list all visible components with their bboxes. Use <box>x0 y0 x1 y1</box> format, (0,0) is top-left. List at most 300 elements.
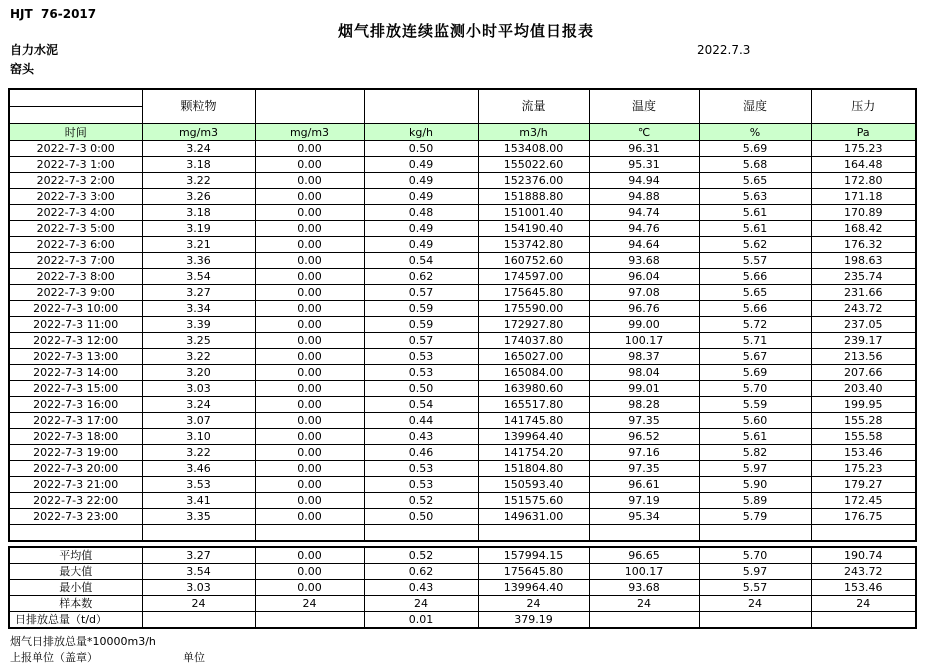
summary-value-cell <box>255 612 364 629</box>
value-cell: 174597.00 <box>478 269 589 285</box>
value-cell: 3.18 <box>142 205 255 221</box>
value-cell: 163980.60 <box>478 381 589 397</box>
value-cell: 5.68 <box>699 157 811 173</box>
value-cell: 0.00 <box>255 269 364 285</box>
table-row <box>9 509 916 525</box>
summary-value-cell: 190.74 <box>811 547 916 564</box>
summary-value-cell: 379.19 <box>478 612 589 629</box>
value-cell: 172927.80 <box>478 317 589 333</box>
value-cell: 5.97 <box>699 461 811 477</box>
summary-label: 平均值 <box>9 547 142 564</box>
summary-value-cell: 0.00 <box>255 564 364 580</box>
table-row <box>9 157 916 173</box>
value-cell: 149631.00 <box>478 509 589 525</box>
table-row <box>9 381 916 397</box>
value-cell: 150593.40 <box>478 477 589 493</box>
summary-row <box>9 612 916 629</box>
value-cell: 0.00 <box>255 509 364 525</box>
table-row <box>9 493 916 509</box>
summary-value-cell: 0.52 <box>364 547 478 564</box>
value-cell: 0.50 <box>364 141 478 157</box>
value-cell: 5.69 <box>699 141 811 157</box>
value-cell: 97.19 <box>589 493 699 509</box>
time-cell: 2022-7-3 7:00 <box>9 253 142 269</box>
value-cell: 175645.80 <box>478 285 589 301</box>
value-cell: 3.35 <box>142 509 255 525</box>
value-cell: 0.53 <box>364 349 478 365</box>
time-cell: 2022-7-3 20:00 <box>9 461 142 477</box>
value-cell: 5.71 <box>699 333 811 349</box>
value-cell: 96.31 <box>589 141 699 157</box>
value-cell: 0.00 <box>255 413 364 429</box>
value-cell: 0.00 <box>255 237 364 253</box>
value-cell: 3.24 <box>142 397 255 413</box>
value-cell: 0.59 <box>364 301 478 317</box>
value-cell: 0.54 <box>364 397 478 413</box>
value-cell: 0.53 <box>364 461 478 477</box>
time-cell: 2022-7-3 22:00 <box>9 493 142 509</box>
time-cell: 2022-7-3 14:00 <box>9 365 142 381</box>
value-cell: 5.65 <box>699 173 811 189</box>
time-cell: 2022-7-3 15:00 <box>9 381 142 397</box>
summary-value-cell: 0.00 <box>255 547 364 564</box>
standard-code: HJT 76-2017 <box>10 7 97 21</box>
summary-value-cell: 175645.80 <box>478 564 589 580</box>
summary-value-cell: 157994.15 <box>478 547 589 564</box>
value-cell: 207.66 <box>811 365 916 381</box>
value-cell: 3.34 <box>142 301 255 317</box>
value-cell: 3.26 <box>142 189 255 205</box>
group-header-temperature: 温度 <box>589 89 699 124</box>
value-cell: 231.66 <box>811 285 916 301</box>
value-cell: 164.48 <box>811 157 916 173</box>
value-cell: 175590.00 <box>478 301 589 317</box>
unit-blank-mgm3: mg/m3 <box>255 124 364 141</box>
value-cell: 172.80 <box>811 173 916 189</box>
value-cell: 5.72 <box>699 317 811 333</box>
value-cell: 5.67 <box>699 349 811 365</box>
table-row <box>9 477 916 493</box>
time-cell: 2022-7-3 19:00 <box>9 445 142 461</box>
table-row <box>9 413 916 429</box>
value-cell: 94.94 <box>589 173 699 189</box>
group-header-flow: 流量 <box>478 89 589 124</box>
value-cell: 5.59 <box>699 397 811 413</box>
value-cell: 5.79 <box>699 509 811 525</box>
time-cell: 2022-7-3 8:00 <box>9 269 142 285</box>
value-cell: 0.59 <box>364 317 478 333</box>
summary-row <box>9 580 916 596</box>
value-cell: 0.00 <box>255 445 364 461</box>
value-cell: 3.25 <box>142 333 255 349</box>
flow-total-note: 烟气日排放总量*10000m3/h <box>10 635 156 648</box>
value-cell: 237.05 <box>811 317 916 333</box>
time-cell: 2022-7-3 2:00 <box>9 173 142 189</box>
value-cell: 5.66 <box>699 269 811 285</box>
summary-value-cell: 100.17 <box>589 564 699 580</box>
unit-header-row <box>9 124 916 141</box>
spacer-cell <box>9 525 142 542</box>
time-cell: 2022-7-3 9:00 <box>9 285 142 301</box>
summary-value-cell: 24 <box>811 596 916 612</box>
time-cell: 2022-7-3 13:00 <box>9 349 142 365</box>
value-cell: 97.35 <box>589 413 699 429</box>
value-cell: 98.37 <box>589 349 699 365</box>
value-cell: 165517.80 <box>478 397 589 413</box>
value-cell: 154190.40 <box>478 221 589 237</box>
value-cell: 3.22 <box>142 445 255 461</box>
table-row <box>9 173 916 189</box>
summary-value-cell: 24 <box>478 596 589 612</box>
table-row <box>9 189 916 205</box>
group-header-pressure: 压力 <box>811 89 916 124</box>
value-cell: 94.76 <box>589 221 699 237</box>
unit-kgh: kg/h <box>364 124 478 141</box>
value-cell: 199.95 <box>811 397 916 413</box>
value-cell: 3.39 <box>142 317 255 333</box>
value-cell: 96.04 <box>589 269 699 285</box>
time-cell: 2022-7-3 3:00 <box>9 189 142 205</box>
value-cell: 0.49 <box>364 157 478 173</box>
value-cell: 0.46 <box>364 445 478 461</box>
table-row <box>9 221 916 237</box>
value-cell: 98.04 <box>589 365 699 381</box>
value-cell: 0.50 <box>364 381 478 397</box>
value-cell: 97.16 <box>589 445 699 461</box>
spacer-cell <box>255 525 364 542</box>
value-cell: 179.27 <box>811 477 916 493</box>
value-cell: 151001.40 <box>478 205 589 221</box>
data-rows <box>9 141 916 525</box>
value-cell: 170.89 <box>811 205 916 221</box>
value-cell: 3.19 <box>142 221 255 237</box>
company-name: 自力水泥 <box>10 43 59 57</box>
unit-temp-c: ℃ <box>589 124 699 141</box>
value-cell: 0.52 <box>364 493 478 509</box>
value-cell: 0.00 <box>255 157 364 173</box>
header-blank-top <box>9 89 142 107</box>
spacer-cell <box>589 525 699 542</box>
value-cell: 93.68 <box>589 253 699 269</box>
summary-value-cell: 3.27 <box>142 547 255 564</box>
value-cell: 3.10 <box>142 429 255 445</box>
table-row <box>9 285 916 301</box>
value-cell: 152376.00 <box>478 173 589 189</box>
value-cell: 5.66 <box>699 301 811 317</box>
unit-humidity-pct: % <box>699 124 811 141</box>
value-cell: 97.08 <box>589 285 699 301</box>
group-header-blank-2 <box>364 89 478 124</box>
value-cell: 3.18 <box>142 157 255 173</box>
value-cell: 3.27 <box>142 285 255 301</box>
value-cell: 151575.60 <box>478 493 589 509</box>
value-cell: 5.65 <box>699 285 811 301</box>
value-cell: 5.90 <box>699 477 811 493</box>
summary-value-cell: 24 <box>142 596 255 612</box>
summary-value-cell: 24 <box>699 596 811 612</box>
value-cell: 5.60 <box>699 413 811 429</box>
value-cell: 0.50 <box>364 509 478 525</box>
summary-value-cell: 24 <box>589 596 699 612</box>
value-cell: 3.53 <box>142 477 255 493</box>
time-cell: 2022-7-3 0:00 <box>9 141 142 157</box>
summary-row <box>9 564 916 580</box>
group-header-blank-1 <box>255 89 364 124</box>
table-row <box>9 141 916 157</box>
value-cell: 155022.60 <box>478 157 589 173</box>
summary-label: 最小值 <box>9 580 142 596</box>
value-cell: 96.76 <box>589 301 699 317</box>
summary-label: 最大值 <box>9 564 142 580</box>
value-cell: 171.18 <box>811 189 916 205</box>
value-cell: 5.69 <box>699 365 811 381</box>
value-cell: 0.00 <box>255 141 364 157</box>
summary-row <box>9 596 916 612</box>
table-row <box>9 429 916 445</box>
value-cell: 0.49 <box>364 189 478 205</box>
table-row <box>9 269 916 285</box>
value-cell: 0.00 <box>255 317 364 333</box>
table-row <box>9 333 916 349</box>
table-row <box>9 349 916 365</box>
value-cell: 0.53 <box>364 365 478 381</box>
value-cell: 0.00 <box>255 429 364 445</box>
value-cell: 95.34 <box>589 509 699 525</box>
value-cell: 155.58 <box>811 429 916 445</box>
value-cell: 175.23 <box>811 461 916 477</box>
value-cell: 0.00 <box>255 301 364 317</box>
value-cell: 3.22 <box>142 349 255 365</box>
summary-value-cell: 0.00 <box>255 580 364 596</box>
header-blank-bottom <box>9 107 142 124</box>
summary-value-cell <box>699 612 811 629</box>
summary-value-cell: 153.46 <box>811 580 916 596</box>
table-row <box>9 301 916 317</box>
value-cell: 5.63 <box>699 189 811 205</box>
value-cell: 94.88 <box>589 189 699 205</box>
time-cell: 2022-7-3 12:00 <box>9 333 142 349</box>
value-cell: 153742.80 <box>478 237 589 253</box>
value-cell: 0.00 <box>255 205 364 221</box>
table-row <box>9 205 916 221</box>
value-cell: 0.43 <box>364 429 478 445</box>
table-row <box>9 365 916 381</box>
monitoring-point: 窑头 <box>10 62 35 76</box>
summary-value-cell: 0.62 <box>364 564 478 580</box>
value-cell: 0.00 <box>255 461 364 477</box>
value-cell: 155.28 <box>811 413 916 429</box>
value-cell: 3.36 <box>142 253 255 269</box>
value-cell: 0.54 <box>364 253 478 269</box>
value-cell: 97.35 <box>589 461 699 477</box>
spacer-row <box>9 525 916 542</box>
value-cell: 160752.60 <box>478 253 589 269</box>
summary-value-cell <box>142 612 255 629</box>
value-cell: 98.28 <box>589 397 699 413</box>
value-cell: 0.00 <box>255 365 364 381</box>
value-cell: 151888.80 <box>478 189 589 205</box>
summary-label: 日排放总量（t/d） <box>9 612 142 629</box>
value-cell: 96.61 <box>589 477 699 493</box>
spacer-cell <box>478 525 589 542</box>
unit-pm-mgm3: mg/m3 <box>142 124 255 141</box>
value-cell: 3.07 <box>142 413 255 429</box>
value-cell: 5.82 <box>699 445 811 461</box>
value-cell: 172.45 <box>811 493 916 509</box>
value-cell: 0.44 <box>364 413 478 429</box>
group-header-row <box>9 89 916 107</box>
unit-label: 单位 <box>183 651 205 664</box>
report-title: 烟气排放连续监测小时平均值日报表 <box>337 22 594 40</box>
value-cell: 0.00 <box>255 397 364 413</box>
value-cell: 239.17 <box>811 333 916 349</box>
unit-flow-m3h: m3/h <box>478 124 589 141</box>
value-cell: 5.57 <box>699 253 811 269</box>
value-cell: 0.57 <box>364 333 478 349</box>
report-unit-label: 上报单位（盖章） <box>10 651 98 664</box>
summary-value-cell: 5.70 <box>699 547 811 564</box>
value-cell: 0.00 <box>255 381 364 397</box>
summary-value-cell <box>811 612 916 629</box>
time-cell: 2022-7-3 5:00 <box>9 221 142 237</box>
time-cell: 2022-7-3 23:00 <box>9 509 142 525</box>
time-cell: 2022-7-3 1:00 <box>9 157 142 173</box>
value-cell: 3.20 <box>142 365 255 381</box>
value-cell: 5.61 <box>699 221 811 237</box>
time-cell: 2022-7-3 17:00 <box>9 413 142 429</box>
value-cell: 176.75 <box>811 509 916 525</box>
value-cell: 168.42 <box>811 221 916 237</box>
value-cell: 0.00 <box>255 349 364 365</box>
value-cell: 3.03 <box>142 381 255 397</box>
spacer-cell <box>699 525 811 542</box>
summary-label: 样本数 <box>9 596 142 612</box>
value-cell: 198.63 <box>811 253 916 269</box>
time-cell: 2022-7-3 16:00 <box>9 397 142 413</box>
summary-value-cell: 3.03 <box>142 580 255 596</box>
value-cell: 141754.20 <box>478 445 589 461</box>
value-cell: 0.00 <box>255 333 364 349</box>
value-cell: 0.00 <box>255 285 364 301</box>
value-cell: 5.62 <box>699 237 811 253</box>
summary-value-cell: 5.97 <box>699 564 811 580</box>
time-cell: 2022-7-3 4:00 <box>9 205 142 221</box>
value-cell: 0.48 <box>364 205 478 221</box>
value-cell: 94.74 <box>589 205 699 221</box>
summary-value-cell <box>589 612 699 629</box>
value-cell: 0.62 <box>364 269 478 285</box>
time-cell: 2022-7-3 18:00 <box>9 429 142 445</box>
value-cell: 96.52 <box>589 429 699 445</box>
value-cell: 0.00 <box>255 221 364 237</box>
value-cell: 95.31 <box>589 157 699 173</box>
report-date: 2022.7.3 <box>697 43 751 57</box>
value-cell: 0.00 <box>255 493 364 509</box>
spacer-cell <box>811 525 916 542</box>
value-cell: 203.40 <box>811 381 916 397</box>
value-cell: 94.64 <box>589 237 699 253</box>
table-row <box>9 445 916 461</box>
table-row <box>9 317 916 333</box>
summary-value-cell: 24 <box>364 596 478 612</box>
value-cell: 235.74 <box>811 269 916 285</box>
value-cell: 3.46 <box>142 461 255 477</box>
value-cell: 176.32 <box>811 237 916 253</box>
spacer-cell <box>142 525 255 542</box>
value-cell: 141745.80 <box>478 413 589 429</box>
value-cell: 0.00 <box>255 477 364 493</box>
group-header-humidity: 湿度 <box>699 89 811 124</box>
value-cell: 3.24 <box>142 141 255 157</box>
value-cell: 5.61 <box>699 205 811 221</box>
time-cell: 2022-7-3 11:00 <box>9 317 142 333</box>
value-cell: 99.00 <box>589 317 699 333</box>
summary-value-cell: 5.57 <box>699 580 811 596</box>
group-header-pm: 颗粒物 <box>142 89 255 124</box>
table-row <box>9 397 916 413</box>
value-cell: 5.61 <box>699 429 811 445</box>
value-cell: 213.56 <box>811 349 916 365</box>
value-cell: 153408.00 <box>478 141 589 157</box>
summary-value-cell: 243.72 <box>811 564 916 580</box>
value-cell: 0.49 <box>364 221 478 237</box>
value-cell: 0.57 <box>364 285 478 301</box>
unit-pressure-pa: Pa <box>811 124 916 141</box>
value-cell: 0.00 <box>255 173 364 189</box>
value-cell: 0.53 <box>364 477 478 493</box>
summary-table <box>8 546 917 629</box>
summary-value-cell: 0.43 <box>364 580 478 596</box>
summary-value-cell: 3.54 <box>142 564 255 580</box>
spacer-cell <box>364 525 478 542</box>
value-cell: 5.89 <box>699 493 811 509</box>
value-cell: 3.41 <box>142 493 255 509</box>
summary-value-cell: 0.01 <box>364 612 478 629</box>
value-cell: 0.49 <box>364 237 478 253</box>
summary-value-cell: 96.65 <box>589 547 699 564</box>
main-table <box>8 88 917 542</box>
value-cell: 99.01 <box>589 381 699 397</box>
value-cell: 3.22 <box>142 173 255 189</box>
value-cell: 0.49 <box>364 173 478 189</box>
summary-value-cell: 24 <box>255 596 364 612</box>
value-cell: 5.70 <box>699 381 811 397</box>
time-cell: 2022-7-3 6:00 <box>9 237 142 253</box>
value-cell: 174037.80 <box>478 333 589 349</box>
value-cell: 151804.80 <box>478 461 589 477</box>
col-header-time: 时间 <box>9 124 142 141</box>
summary-value-cell: 93.68 <box>589 580 699 596</box>
value-cell: 175.23 <box>811 141 916 157</box>
value-cell: 100.17 <box>589 333 699 349</box>
summary-value-cell: 139964.40 <box>478 580 589 596</box>
value-cell: 0.00 <box>255 189 364 205</box>
value-cell: 3.21 <box>142 237 255 253</box>
time-cell: 2022-7-3 21:00 <box>9 477 142 493</box>
value-cell: 165084.00 <box>478 365 589 381</box>
value-cell: 153.46 <box>811 445 916 461</box>
value-cell: 139964.40 <box>478 429 589 445</box>
value-cell: 165027.00 <box>478 349 589 365</box>
value-cell: 3.54 <box>142 269 255 285</box>
table-row <box>9 253 916 269</box>
table-row <box>9 461 916 477</box>
table-row <box>9 237 916 253</box>
value-cell: 243.72 <box>811 301 916 317</box>
summary-rows <box>9 547 916 628</box>
value-cell: 0.00 <box>255 253 364 269</box>
time-cell: 2022-7-3 10:00 <box>9 301 142 317</box>
